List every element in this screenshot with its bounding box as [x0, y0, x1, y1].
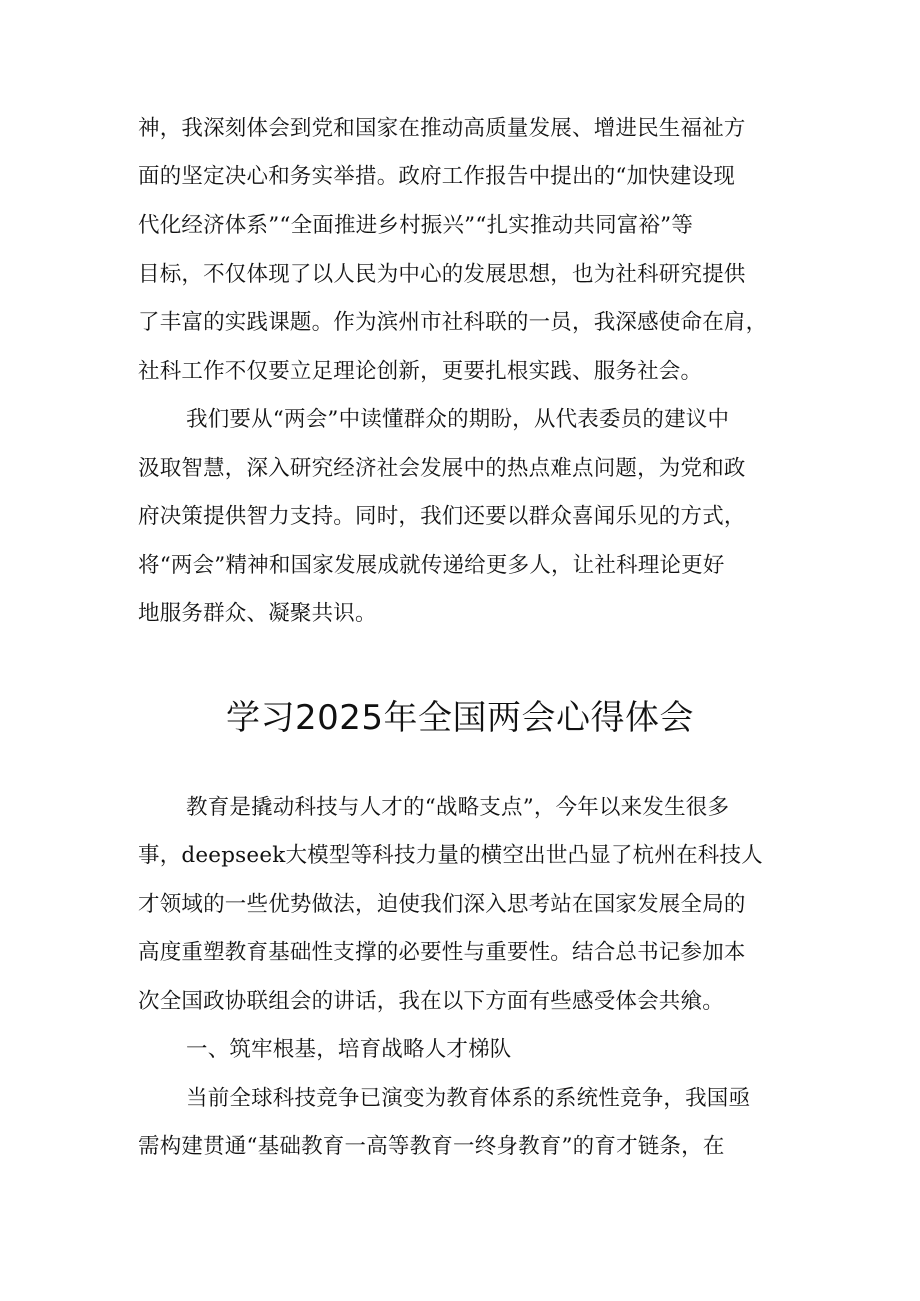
- paragraph-line: 社科工作不仅要立足理论创新，更要扎根实践、服务社会。: [138, 359, 703, 384]
- paragraph-line: 事，deepseek大模型等科技力量的横空出世凸显了杭州在科技人: [138, 843, 763, 868]
- paragraph-line: 才领域的一些优势做法，迫使我们深入思考站在国家发展全局的: [138, 892, 746, 917]
- paragraph-line: 府决策提供智力支持。同时，我们还要以群众喜闻乐见的方式，: [138, 504, 746, 529]
- paragraph-line: 地服务群众、凝聚共识。: [138, 601, 377, 626]
- paragraph-line: 代化经济体系”“全面推进乡村振兴”“扎实推动共同富裕”等: [138, 213, 694, 238]
- article-title: 学习2025年全国两会心得体会: [225, 698, 695, 738]
- paragraph-line: 面的坚定决心和务实举措。政府工作报告中提出的“加快建设现: [138, 164, 736, 189]
- paragraph-line: 当前全球科技竞争已演变为教育体系的系统性竞争，我国亟: [186, 1086, 751, 1111]
- section-heading: 一、筑牢根基，培育战略人才梯队: [186, 1037, 512, 1062]
- paragraph-line: 高度重塑教育基础性支撑的必要性与重要性。结合总书记参加本: [138, 940, 746, 965]
- paragraph-line: 教育是撬动科技与人才的“战略支点”，今年以来发生很多: [186, 795, 730, 820]
- paragraph-line: 我们要从“两会”中读懂群众的期盼，从代表委员的建议中: [186, 407, 730, 432]
- paragraph-line: 需构建贯通“基础教育一高等教育一终身教育”的育才链条，在: [138, 1134, 725, 1159]
- paragraph-line: 汲取智慧，深入研究经济社会发展中的热点难点问题，为党和政: [138, 456, 746, 481]
- paragraph-line: 将“两会”精神和国家发展成就传递给更多人，让社科理论更好: [138, 553, 725, 578]
- paragraph-line: 次全国政协联组会的讲话，我在以下方面有些感受体会共飨。: [138, 989, 724, 1014]
- paragraph-line: 神，我深刻体会到党和国家在推动高质量发展、增进民生福祉方: [138, 116, 746, 141]
- paragraph-line: 了丰富的实践课题。作为滨州市社科联的一员，我深感使命在肩，: [138, 310, 768, 335]
- paragraph-line: 目标，不仅体现了以人民为中心的发展思想，也为社科研究提供: [138, 262, 746, 287]
